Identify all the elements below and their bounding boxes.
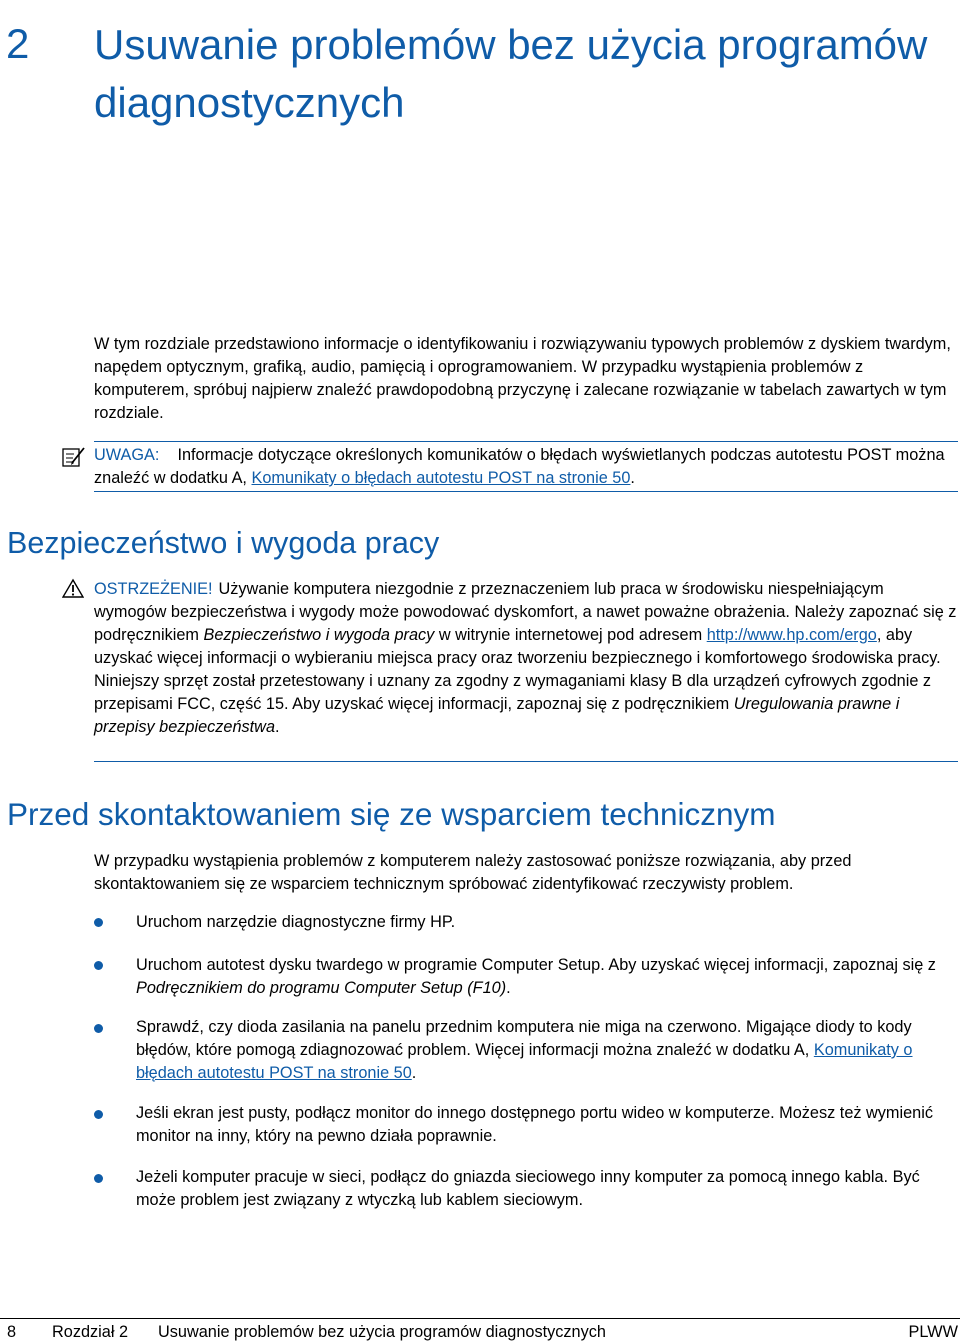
note-paragraph bbox=[94, 444, 960, 490]
warning-end: . bbox=[275, 718, 280, 736]
note-top-rule bbox=[94, 441, 958, 442]
bullet-4-marker bbox=[94, 1110, 103, 1119]
note-end: . bbox=[630, 469, 635, 487]
support-intro: W przypadku wystąpienia problemów z komputerem należy zastosować poniższe rozwiązania, aby przed skontaktowaniem się ze wsparciem technicznym spróbować zidentyfikować rzeczywisty problem. bbox=[94, 852, 852, 893]
bullet-3-marker bbox=[94, 1024, 103, 1033]
chapter-number: 2 bbox=[6, 20, 30, 67]
list-item bbox=[136, 1102, 958, 1148]
footer-chapter: Rozdział 2 bbox=[52, 1323, 129, 1341]
warning-icon bbox=[62, 578, 84, 598]
warning-text-3: , aby uzyskać więcej informacji o wybieraniu miejsca pracy oraz tworzeniu bezpiecznego i komfortowego środowiska pracy. Niniejszy sprzęt został przetestowany i uznany za zgodny z wymaganiami klasy B dla urządzeń cyfrowych zgodnie z przepisami FCC, część 15. Aby uzyskać więcej informacji, zapoznaj się z podręcznikiem bbox=[94, 626, 941, 713]
bullet-2-text: Uruchom autotest dysku twardego w programie Computer Setup. Aby uzyskać więcej informacji, zapoznaj się z bbox=[136, 956, 936, 974]
warning-label: OSTRZEŻENIE! bbox=[94, 580, 213, 598]
list-item bbox=[136, 1166, 958, 1212]
warning-italic-1: Bezpieczeństwo i wygoda pracy bbox=[203, 626, 435, 644]
note-bottom-rule bbox=[94, 491, 958, 492]
ergo-link[interactable]: http://www.hp.com/ergo bbox=[706, 626, 877, 644]
list-item bbox=[136, 911, 958, 934]
note-icon bbox=[62, 446, 86, 468]
bullet-1-marker bbox=[94, 918, 103, 927]
intro-paragraph: W tym rozdziale przedstawiono informacje o identyfikowaniu i rozwiązywaniu typowych problemów z dyskiem twardym, napędem optycznym, grafiką, audio, pamięcią i oprogramowaniem. W przypadku wystąpienia problemów z komputerem, spróbuj najpierw znaleźć prawdopodobną przyczynę i zalecane rozwiązanie w tabelach zawartych w tym rozdziale. bbox=[94, 335, 951, 422]
bullet-1-text: Uruchom narzędzie diagnostyczne firmy HP. bbox=[136, 913, 456, 931]
warning-italic-2: Uregulowania prawne i przepisy bezpieczeństwa bbox=[94, 695, 900, 736]
list-item bbox=[136, 1016, 958, 1085]
footer-page-number: 8 bbox=[7, 1323, 17, 1341]
warning-text-1: Używanie komputera niezgodnie z przeznaczeniem lub praca w środowisku niespełniającym wymogów bezpieczeństwa i wygody może powodować dyskomfort, a nawet poważne obrażenia. Należy zapoznać się z podręcznikiem bbox=[94, 580, 957, 644]
footer-title: Usuwanie problemów bez użycia programów diagnostycznych bbox=[158, 1323, 606, 1341]
bullet-5-text: Jeżeli komputer pracuje w sieci, podłącz do gniazda sieciowego inny komputer za pomocą innego kabla. Być może problem jest związany z wtyczką lub kablem sieciowym. bbox=[136, 1168, 920, 1209]
bullet-5-marker bbox=[94, 1174, 103, 1183]
section-heading-safety: Bezpieczeństwo i wygoda pracy bbox=[7, 526, 440, 560]
note-text: Informacje dotyczące określonych komunikatów o błędach wyświetlanych podczas autotestu POST można znaleźć w dodatku A, bbox=[94, 446, 945, 487]
bullet-3-text: Sprawdź, czy dioda zasilania na panelu przednim komputera nie miga na czerwono. Migające diody to kody błędów, które pomogą zdiagnozować problem. Więcej informacji można znaleźć w dodatku A, bbox=[136, 1018, 912, 1059]
bullet-2-italic: Podręcznikiem do programu Computer Setup (F10) bbox=[136, 979, 507, 997]
warning-paragraph bbox=[94, 578, 960, 739]
chapter-title: Usuwanie problemów bez użycia programów diagnostycznych bbox=[94, 21, 928, 126]
bullet-2-end: . bbox=[506, 979, 511, 997]
bullet-3-end: . bbox=[411, 1064, 417, 1082]
list-item bbox=[136, 954, 958, 1000]
section-heading-support: Przed skontaktowaniem się ze wsparciem technicznym bbox=[7, 796, 776, 832]
note-link[interactable]: Komunikaty o błędach autotestu POST na stronie 50 bbox=[251, 469, 631, 487]
warning-text-2: w witrynie internetowej pod adresem bbox=[438, 626, 703, 644]
footer-code: PLWW bbox=[908, 1323, 958, 1341]
bullet-3-link[interactable]: Komunikaty o błędach autotestu POST na stronie 50 bbox=[136, 1041, 913, 1082]
footer-rule bbox=[0, 1318, 960, 1319]
bullet-2-marker bbox=[94, 961, 103, 970]
bullet-4-text: Jeśli ekran jest pusty, podłącz monitor do innego dostępnego portu wideo w komputerze. Możesz też wymienić monitor na inny, który na pewno działa poprawnie. bbox=[136, 1104, 933, 1145]
note-label: UWAGA: bbox=[94, 446, 160, 464]
warning-bottom-rule bbox=[94, 761, 958, 762]
